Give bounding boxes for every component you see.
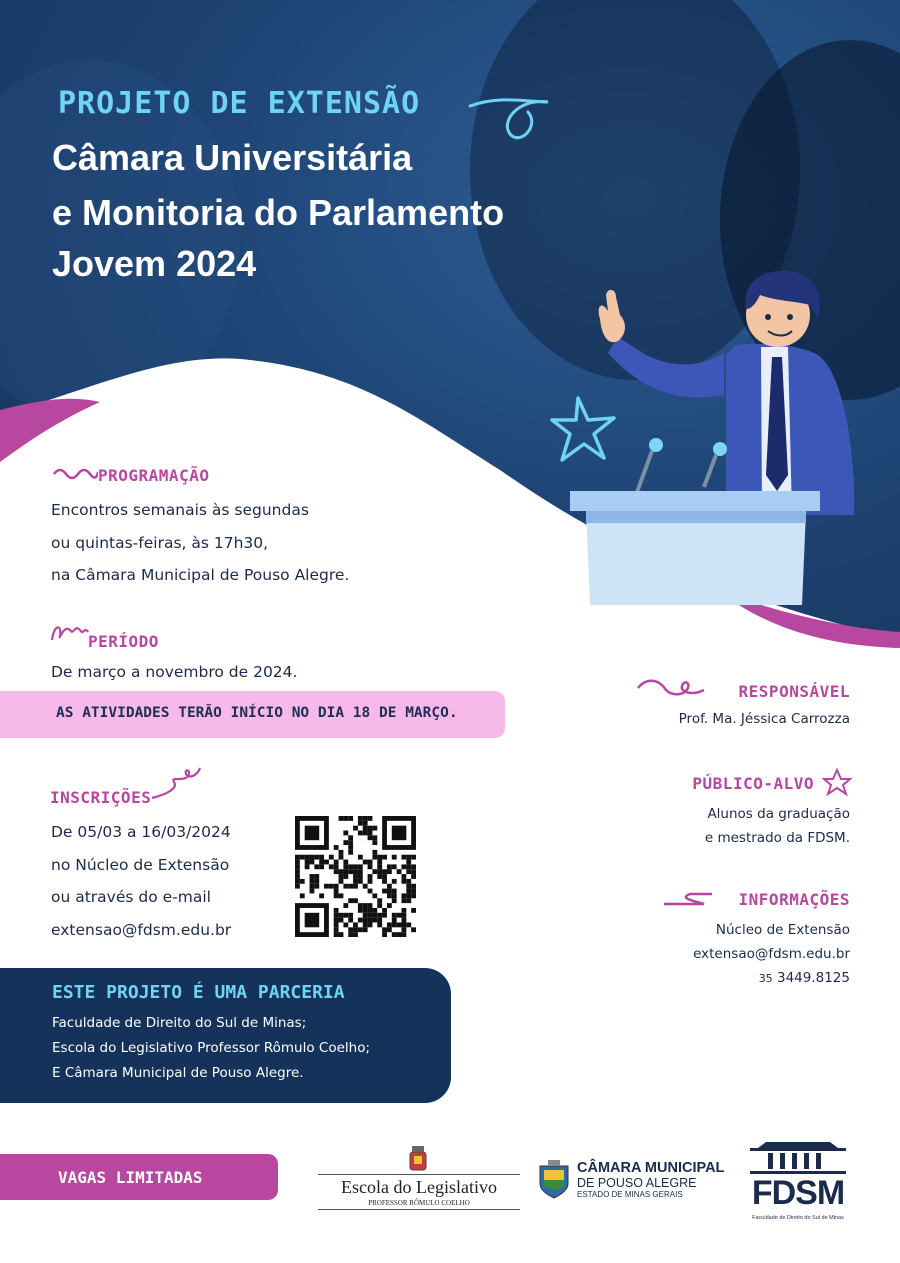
star-outline-icon [822, 768, 852, 796]
programacao-text [51, 494, 349, 592]
fdsm-subtitle: Faculdade de Direito do Sul de Minas [752, 1215, 844, 1221]
fdsm-name: FDSM [751, 1174, 845, 1212]
programacao-title: PROGRAMAÇÃO [98, 466, 210, 485]
partner-line-3: E Câmara Municipal de Pouso Alegre. [52, 1065, 304, 1081]
wave-squiggle-icon [636, 676, 706, 698]
hero-title-line-3: Jovem 2024 [52, 243, 257, 284]
publico-line-2: e mestrado da FDSM. [704, 830, 850, 846]
inscricoes-line-1: De 05/03 a 16/03/2024 [51, 823, 231, 841]
building-icon [746, 1136, 850, 1176]
informacoes-title: INFORMAÇÕES [738, 890, 850, 909]
escola-subtitle: PROFESSOR RÔMULO COELHO [368, 1199, 470, 1207]
inscricoes-text [51, 816, 231, 946]
phone-ddd: 35 [758, 972, 773, 985]
inscricoes-email: extensao@fdsm.edu.br [51, 920, 232, 939]
periodo-text: De março a novembro de 2024. [51, 663, 298, 681]
responsavel-title: RESPONSÁVEL [738, 682, 850, 701]
publico-text [705, 802, 850, 850]
inscricoes-line-3: ou através do e-mail [51, 888, 211, 906]
hero-title-line-2: e Monitoria do Parlamento [52, 192, 505, 233]
notice-text: AS ATIVIDADES TERÃO INÍCIO NO DIA 18 DE MARÇO. [56, 705, 458, 721]
publico-line-1: Alunos da graduação [707, 806, 850, 822]
informacoes-line-1: Núcleo de Extensão [715, 922, 850, 938]
camara-state: ESTADO DE MINAS GERAIS [577, 1190, 683, 1199]
vagas-text: VAGAS LIMITADAS [58, 1168, 203, 1187]
swoosh-squiggle-icon [660, 890, 716, 908]
camara-name: CÂMARA MUNICIPAL [577, 1160, 725, 1176]
hero-title-line-1: Câmara Universitária [52, 137, 413, 178]
limited-spots-badge [0, 1154, 278, 1200]
camara-city: DE POUSO ALEGRE [577, 1176, 697, 1190]
partner-line-1: Faculdade de Direito do Sul de Minas; [52, 1015, 307, 1031]
inscricoes-title: INSCRIÇÕES [50, 788, 152, 807]
partner-box [0, 968, 451, 1103]
camara-crest-icon [536, 1160, 572, 1200]
squiggle-icon [52, 466, 98, 480]
informacoes-text [693, 918, 850, 991]
loop-squiggle-icon [50, 620, 90, 646]
phone-number: 3449.8125 [776, 970, 850, 986]
partner-line-2: Escola do Legislativo Professor Rômulo Coelho; [52, 1040, 371, 1056]
start-date-notice [0, 691, 505, 738]
informacoes-phone [693, 966, 850, 991]
speaker-illustration [556, 265, 876, 615]
curly-squiggle-icon [148, 764, 204, 804]
hero-kicker: PROJETO DE EXTENSÃO [58, 86, 421, 121]
inscricoes-line-2: no Núcleo de Extensão [51, 855, 230, 874]
partner-title: ESTE PROJETO É UMA PARCERIA [52, 982, 345, 1003]
camara-municipal-logo [577, 1160, 724, 1199]
escola-name: Escola do Legislativo [341, 1177, 497, 1197]
coat-of-arms-icon [406, 1146, 430, 1172]
programacao-line-2: ou quintas-feiras, às 17h30, [51, 533, 269, 552]
qr-code[interactable] [295, 816, 416, 937]
programacao-line-3: na Câmara Municipal de Pouso Alegre. [51, 566, 350, 584]
periodo-title: PERÍODO [88, 632, 159, 651]
programacao-line-1: Encontros semanais às segundas [51, 501, 309, 519]
publico-title: PÚBLICO-ALVO [692, 774, 814, 793]
informacoes-email: extensao@fdsm.edu.br [693, 946, 850, 962]
fdsm-logo [746, 1136, 850, 1228]
responsavel-text: Prof. Ma. Jéssica Carrozza [678, 711, 850, 727]
